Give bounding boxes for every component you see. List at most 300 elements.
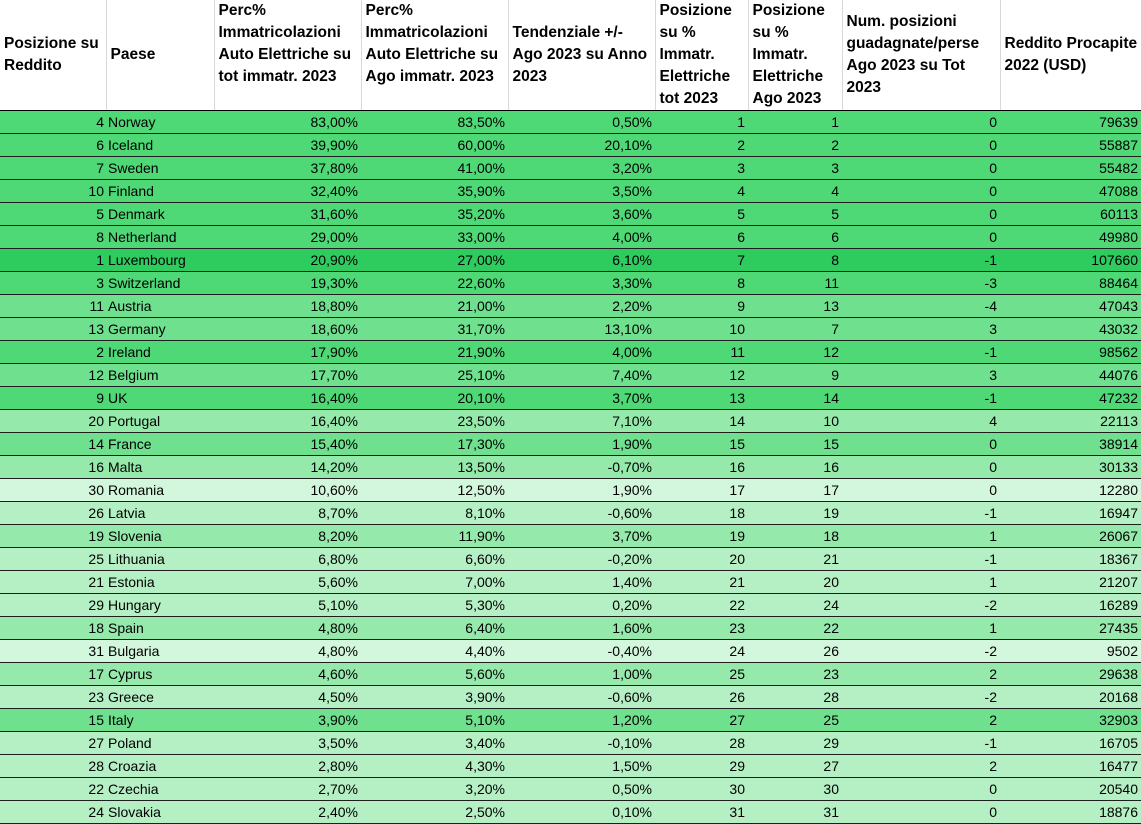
cell-ev-share-total: 3,90% <box>214 709 361 732</box>
cell-income-rank: 24 <box>0 801 106 824</box>
cell-ev-share-total: 8,70% <box>214 502 361 525</box>
cell-trend: 0,50% <box>508 111 655 134</box>
table-row <box>0 732 1141 755</box>
cell-positions-delta: 2 <box>842 709 1000 732</box>
cell-income-rank: 18 <box>0 617 106 640</box>
cell-country: Croazia <box>106 755 214 778</box>
cell-country: Ireland <box>106 341 214 364</box>
cell-trend: 4,00% <box>508 341 655 364</box>
cell-ev-share-august: 22,60% <box>361 272 508 295</box>
cell-ev-share-august: 5,10% <box>361 709 508 732</box>
cell-country: Germany <box>106 318 214 341</box>
cell-ev-share-total: 14,20% <box>214 456 361 479</box>
cell-positions-delta: 0 <box>842 203 1000 226</box>
cell-ev-share-august: 4,30% <box>361 755 508 778</box>
cell-position-august: 7 <box>748 318 842 341</box>
cell-position-august: 21 <box>748 548 842 571</box>
cell-position-august: 10 <box>748 410 842 433</box>
cell-position-august: 11 <box>748 272 842 295</box>
cell-positions-delta: -2 <box>842 686 1000 709</box>
cell-trend: -0,70% <box>508 456 655 479</box>
cell-ev-share-august: 17,30% <box>361 433 508 456</box>
cell-country: Malta <box>106 456 214 479</box>
cell-income-rank: 4 <box>0 111 106 134</box>
cell-positions-delta: 2 <box>842 663 1000 686</box>
cell-positions-delta: 0 <box>842 778 1000 801</box>
table-row <box>0 456 1141 479</box>
cell-ev-share-august: 3,90% <box>361 686 508 709</box>
cell-position-total: 5 <box>655 203 748 226</box>
cell-ev-share-august: 20,10% <box>361 387 508 410</box>
header-ev-share-total: Perc% Immatricolazioni Auto Elettriche su tot immatr. 2023 <box>214 0 361 111</box>
cell-ev-share-total: 6,80% <box>214 548 361 571</box>
cell-ev-share-august: 21,00% <box>361 295 508 318</box>
cell-income-per-capita: 44076 <box>1000 364 1141 387</box>
cell-trend: 3,70% <box>508 525 655 548</box>
cell-ev-share-august: 8,10% <box>361 502 508 525</box>
cell-trend: 3,60% <box>508 203 655 226</box>
cell-income-per-capita: 18876 <box>1000 801 1141 824</box>
cell-position-august: 4 <box>748 180 842 203</box>
cell-position-august: 18 <box>748 525 842 548</box>
cell-position-august: 23 <box>748 663 842 686</box>
cell-position-august: 26 <box>748 640 842 663</box>
cell-ev-share-august: 2,50% <box>361 801 508 824</box>
cell-trend: 1,60% <box>508 617 655 640</box>
cell-ev-share-august: 25,10% <box>361 364 508 387</box>
cell-country: Poland <box>106 732 214 755</box>
cell-position-august: 9 <box>748 364 842 387</box>
cell-ev-share-total: 10,60% <box>214 479 361 502</box>
cell-income-rank: 6 <box>0 134 106 157</box>
table-row <box>0 525 1141 548</box>
cell-income-per-capita: 55887 <box>1000 134 1141 157</box>
cell-country: Finland <box>106 180 214 203</box>
cell-income-per-capita: 79639 <box>1000 111 1141 134</box>
cell-country: Hungary <box>106 594 214 617</box>
cell-country: Lithuania <box>106 548 214 571</box>
cell-positions-delta: 2 <box>842 755 1000 778</box>
cell-income-per-capita: 16289 <box>1000 594 1141 617</box>
cell-ev-share-total: 37,80% <box>214 157 361 180</box>
table-row <box>0 801 1141 824</box>
cell-income-per-capita: 47088 <box>1000 180 1141 203</box>
cell-positions-delta: 3 <box>842 364 1000 387</box>
cell-positions-delta: 1 <box>842 617 1000 640</box>
cell-positions-delta: -2 <box>842 594 1000 617</box>
cell-position-total: 12 <box>655 364 748 387</box>
cell-ev-share-total: 29,00% <box>214 226 361 249</box>
cell-income-per-capita: 20540 <box>1000 778 1141 801</box>
table-row <box>0 180 1141 203</box>
cell-ev-share-total: 17,70% <box>214 364 361 387</box>
cell-income-per-capita: 18367 <box>1000 548 1141 571</box>
cell-country: Belgium <box>106 364 214 387</box>
cell-position-august: 13 <box>748 295 842 318</box>
cell-ev-share-august: 13,50% <box>361 456 508 479</box>
cell-income-rank: 17 <box>0 663 106 686</box>
header-row <box>0 0 1141 111</box>
cell-income-per-capita: 22113 <box>1000 410 1141 433</box>
cell-trend: -0,60% <box>508 686 655 709</box>
cell-position-august: 27 <box>748 755 842 778</box>
table-row <box>0 640 1141 663</box>
cell-position-total: 21 <box>655 571 748 594</box>
cell-positions-delta: -4 <box>842 295 1000 318</box>
cell-ev-share-august: 31,70% <box>361 318 508 341</box>
cell-positions-delta: -1 <box>842 387 1000 410</box>
cell-positions-delta: 0 <box>842 479 1000 502</box>
cell-ev-share-total: 19,30% <box>214 272 361 295</box>
cell-ev-share-total: 16,40% <box>214 410 361 433</box>
cell-position-august: 12 <box>748 341 842 364</box>
cell-income-rank: 3 <box>0 272 106 295</box>
cell-position-august: 17 <box>748 479 842 502</box>
cell-ev-share-total: 4,60% <box>214 663 361 686</box>
cell-position-total: 18 <box>655 502 748 525</box>
cell-income-rank: 11 <box>0 295 106 318</box>
cell-income-rank: 13 <box>0 318 106 341</box>
cell-position-august: 29 <box>748 732 842 755</box>
cell-positions-delta: -1 <box>842 502 1000 525</box>
table-row <box>0 410 1141 433</box>
cell-income-rank: 22 <box>0 778 106 801</box>
cell-country: Sweden <box>106 157 214 180</box>
cell-positions-delta: 3 <box>842 318 1000 341</box>
cell-position-total: 24 <box>655 640 748 663</box>
table-row <box>0 134 1141 157</box>
cell-trend: 0,10% <box>508 801 655 824</box>
cell-income-rank: 15 <box>0 709 106 732</box>
cell-position-august: 5 <box>748 203 842 226</box>
cell-income-per-capita: 27435 <box>1000 617 1141 640</box>
cell-country: France <box>106 433 214 456</box>
cell-trend: 1,40% <box>508 571 655 594</box>
cell-trend: 6,10% <box>508 249 655 272</box>
header-trend: Tendenziale +/- Ago 2023 su Anno 2023 <box>508 0 655 111</box>
cell-income-rank: 7 <box>0 157 106 180</box>
table-row <box>0 318 1141 341</box>
cell-positions-delta: 1 <box>842 525 1000 548</box>
cell-position-total: 19 <box>655 525 748 548</box>
table-row <box>0 364 1141 387</box>
cell-ev-share-total: 15,40% <box>214 433 361 456</box>
cell-trend: 20,10% <box>508 134 655 157</box>
cell-ev-share-total: 32,40% <box>214 180 361 203</box>
cell-income-rank: 25 <box>0 548 106 571</box>
cell-ev-share-august: 4,40% <box>361 640 508 663</box>
table-row <box>0 755 1141 778</box>
cell-ev-share-august: 6,40% <box>361 617 508 640</box>
cell-income-rank: 2 <box>0 341 106 364</box>
header-country: Paese <box>106 0 214 111</box>
cell-income-rank: 1 <box>0 249 106 272</box>
cell-position-total: 10 <box>655 318 748 341</box>
cell-position-total: 29 <box>655 755 748 778</box>
cell-income-per-capita: 49980 <box>1000 226 1141 249</box>
cell-income-per-capita: 20168 <box>1000 686 1141 709</box>
table-row <box>0 778 1141 801</box>
cell-positions-delta: 4 <box>842 410 1000 433</box>
cell-position-august: 1 <box>748 111 842 134</box>
cell-income-rank: 23 <box>0 686 106 709</box>
cell-ev-share-august: 6,60% <box>361 548 508 571</box>
cell-income-per-capita: 47232 <box>1000 387 1141 410</box>
table-row <box>0 709 1141 732</box>
cell-position-total: 14 <box>655 410 748 433</box>
cell-ev-share-total: 3,50% <box>214 732 361 755</box>
cell-trend: 13,10% <box>508 318 655 341</box>
cell-position-total: 15 <box>655 433 748 456</box>
cell-income-rank: 30 <box>0 479 106 502</box>
cell-position-total: 7 <box>655 249 748 272</box>
cell-trend: -0,10% <box>508 732 655 755</box>
cell-trend: 3,30% <box>508 272 655 295</box>
cell-ev-share-total: 2,40% <box>214 801 361 824</box>
table-row <box>0 663 1141 686</box>
cell-country: Greece <box>106 686 214 709</box>
cell-positions-delta: 0 <box>842 134 1000 157</box>
cell-country: Luxembourg <box>106 249 214 272</box>
cell-ev-share-august: 3,20% <box>361 778 508 801</box>
cell-country: Romania <box>106 479 214 502</box>
cell-ev-share-total: 17,90% <box>214 341 361 364</box>
cell-income-rank: 16 <box>0 456 106 479</box>
cell-position-august: 24 <box>748 594 842 617</box>
header-position-august: Posizione su % Immatr. Elettriche Ago 2023 <box>748 0 842 111</box>
cell-ev-share-august: 35,90% <box>361 180 508 203</box>
cell-ev-share-total: 4,80% <box>214 617 361 640</box>
cell-ev-share-total: 31,60% <box>214 203 361 226</box>
cell-trend: 1,20% <box>508 709 655 732</box>
cell-position-august: 3 <box>748 157 842 180</box>
cell-country: Denmark <box>106 203 214 226</box>
cell-income-rank: 20 <box>0 410 106 433</box>
cell-ev-share-august: 12,50% <box>361 479 508 502</box>
table-row <box>0 571 1141 594</box>
cell-position-total: 2 <box>655 134 748 157</box>
cell-position-total: 8 <box>655 272 748 295</box>
cell-trend: 1,90% <box>508 433 655 456</box>
cell-position-total: 1 <box>655 111 748 134</box>
header-positions-delta: Num. posizioni guadagnate/perse Ago 2023 su Tot 2023 <box>842 0 1000 111</box>
cell-income-per-capita: 32903 <box>1000 709 1141 732</box>
cell-income-rank: 9 <box>0 387 106 410</box>
cell-trend: 2,20% <box>508 295 655 318</box>
cell-country: Spain <box>106 617 214 640</box>
cell-income-per-capita: 107660 <box>1000 249 1141 272</box>
cell-position-august: 19 <box>748 502 842 525</box>
cell-trend: 3,20% <box>508 157 655 180</box>
cell-position-august: 31 <box>748 801 842 824</box>
table-row <box>0 249 1141 272</box>
header-position-total: Posizione su % Immatr. Elettriche tot 2023 <box>655 0 748 111</box>
cell-ev-share-total: 2,80% <box>214 755 361 778</box>
cell-trend: 7,40% <box>508 364 655 387</box>
table-row <box>0 479 1141 502</box>
cell-position-total: 22 <box>655 594 748 617</box>
header-ev-share-august: Perc% Immatricolazioni Auto Elettriche su Ago immatr. 2023 <box>361 0 508 111</box>
cell-income-per-capita: 98562 <box>1000 341 1141 364</box>
cell-ev-share-august: 60,00% <box>361 134 508 157</box>
table-row <box>0 548 1141 571</box>
cell-ev-share-august: 23,50% <box>361 410 508 433</box>
cell-position-total: 11 <box>655 341 748 364</box>
cell-position-total: 20 <box>655 548 748 571</box>
cell-income-per-capita: 88464 <box>1000 272 1141 295</box>
cell-trend: 1,50% <box>508 755 655 778</box>
cell-position-total: 30 <box>655 778 748 801</box>
cell-position-august: 22 <box>748 617 842 640</box>
cell-position-total: 28 <box>655 732 748 755</box>
table-row <box>0 111 1141 134</box>
cell-ev-share-august: 7,00% <box>361 571 508 594</box>
cell-income-per-capita: 47043 <box>1000 295 1141 318</box>
cell-ev-share-august: 33,00% <box>361 226 508 249</box>
cell-position-august: 30 <box>748 778 842 801</box>
cell-income-rank: 31 <box>0 640 106 663</box>
cell-ev-share-total: 4,50% <box>214 686 361 709</box>
table-row <box>0 686 1141 709</box>
cell-income-rank: 21 <box>0 571 106 594</box>
cell-income-per-capita: 60113 <box>1000 203 1141 226</box>
cell-ev-share-total: 39,90% <box>214 134 361 157</box>
table-row <box>0 433 1141 456</box>
cell-positions-delta: 0 <box>842 157 1000 180</box>
header-income-per-capita: Reddito Procapite 2022 (USD) <box>1000 0 1141 111</box>
cell-ev-share-total: 8,20% <box>214 525 361 548</box>
table-row <box>0 387 1141 410</box>
cell-country: Slovenia <box>106 525 214 548</box>
cell-positions-delta: -1 <box>842 249 1000 272</box>
cell-ev-share-august: 21,90% <box>361 341 508 364</box>
cell-ev-share-total: 83,00% <box>214 111 361 134</box>
cell-trend: -0,20% <box>508 548 655 571</box>
cell-position-total: 27 <box>655 709 748 732</box>
cell-positions-delta: -1 <box>842 341 1000 364</box>
cell-trend: -0,60% <box>508 502 655 525</box>
cell-country: Latvia <box>106 502 214 525</box>
cell-country: UK <box>106 387 214 410</box>
cell-income-per-capita: 26067 <box>1000 525 1141 548</box>
cell-ev-share-august: 3,40% <box>361 732 508 755</box>
cell-position-august: 6 <box>748 226 842 249</box>
cell-income-rank: 12 <box>0 364 106 387</box>
cell-ev-share-total: 16,40% <box>214 387 361 410</box>
cell-country: Portugal <box>106 410 214 433</box>
cell-country: Norway <box>106 111 214 134</box>
cell-income-rank: 19 <box>0 525 106 548</box>
cell-ev-share-total: 2,70% <box>214 778 361 801</box>
cell-trend: 3,70% <box>508 387 655 410</box>
cell-income-per-capita: 38914 <box>1000 433 1141 456</box>
cell-income-rank: 29 <box>0 594 106 617</box>
cell-income-per-capita: 12280 <box>1000 479 1141 502</box>
cell-position-august: 25 <box>748 709 842 732</box>
cell-trend: 1,90% <box>508 479 655 502</box>
cell-income-per-capita: 29638 <box>1000 663 1141 686</box>
cell-income-per-capita: 43032 <box>1000 318 1141 341</box>
table-row <box>0 341 1141 364</box>
cell-ev-share-total: 5,60% <box>214 571 361 594</box>
cell-position-total: 3 <box>655 157 748 180</box>
cell-position-total: 26 <box>655 686 748 709</box>
cell-positions-delta: -1 <box>842 732 1000 755</box>
cell-ev-share-total: 20,90% <box>214 249 361 272</box>
cell-position-august: 28 <box>748 686 842 709</box>
cell-country: Switzerland <box>106 272 214 295</box>
cell-position-total: 9 <box>655 295 748 318</box>
cell-income-rank: 10 <box>0 180 106 203</box>
cell-ev-share-total: 4,80% <box>214 640 361 663</box>
table-body <box>0 111 1141 824</box>
cell-income-per-capita: 16947 <box>1000 502 1141 525</box>
cell-income-per-capita: 16477 <box>1000 755 1141 778</box>
cell-country: Bulgaria <box>106 640 214 663</box>
cell-income-rank: 28 <box>0 755 106 778</box>
cell-income-per-capita: 9502 <box>1000 640 1141 663</box>
cell-ev-share-total: 5,10% <box>214 594 361 617</box>
cell-position-total: 25 <box>655 663 748 686</box>
cell-ev-share-august: 5,60% <box>361 663 508 686</box>
cell-positions-delta: 1 <box>842 571 1000 594</box>
cell-ev-share-total: 18,80% <box>214 295 361 318</box>
cell-positions-delta: 0 <box>842 111 1000 134</box>
cell-country: Italy <box>106 709 214 732</box>
cell-income-rank: 26 <box>0 502 106 525</box>
cell-position-august: 16 <box>748 456 842 479</box>
table-row <box>0 226 1141 249</box>
table-row <box>0 203 1141 226</box>
cell-income-rank: 8 <box>0 226 106 249</box>
cell-position-august: 14 <box>748 387 842 410</box>
table-row <box>0 594 1141 617</box>
cell-ev-share-august: 35,20% <box>361 203 508 226</box>
cell-positions-delta: 0 <box>842 433 1000 456</box>
cell-positions-delta: 0 <box>842 180 1000 203</box>
header-income-rank: Posizione su Reddito <box>0 0 106 111</box>
cell-ev-share-august: 27,00% <box>361 249 508 272</box>
cell-positions-delta: -2 <box>842 640 1000 663</box>
cell-country: Iceland <box>106 134 214 157</box>
cell-income-per-capita: 21207 <box>1000 571 1141 594</box>
table-row <box>0 157 1141 180</box>
cell-position-total: 31 <box>655 801 748 824</box>
cell-income-per-capita: 16705 <box>1000 732 1141 755</box>
cell-income-per-capita: 30133 <box>1000 456 1141 479</box>
cell-income-rank: 27 <box>0 732 106 755</box>
cell-country: Estonia <box>106 571 214 594</box>
cell-trend: 3,50% <box>508 180 655 203</box>
cell-position-august: 2 <box>748 134 842 157</box>
cell-position-august: 15 <box>748 433 842 456</box>
cell-country: Czechia <box>106 778 214 801</box>
cell-country: Slovakia <box>106 801 214 824</box>
cell-ev-share-august: 11,90% <box>361 525 508 548</box>
table-row <box>0 295 1141 318</box>
table-row <box>0 272 1141 295</box>
cell-position-total: 23 <box>655 617 748 640</box>
cell-positions-delta: 0 <box>842 226 1000 249</box>
cell-country: Netherland <box>106 226 214 249</box>
cell-position-total: 6 <box>655 226 748 249</box>
cell-position-total: 4 <box>655 180 748 203</box>
cell-ev-share-august: 83,50% <box>361 111 508 134</box>
cell-country: Cyprus <box>106 663 214 686</box>
cell-trend: -0,40% <box>508 640 655 663</box>
cell-trend: 7,10% <box>508 410 655 433</box>
table-row <box>0 617 1141 640</box>
